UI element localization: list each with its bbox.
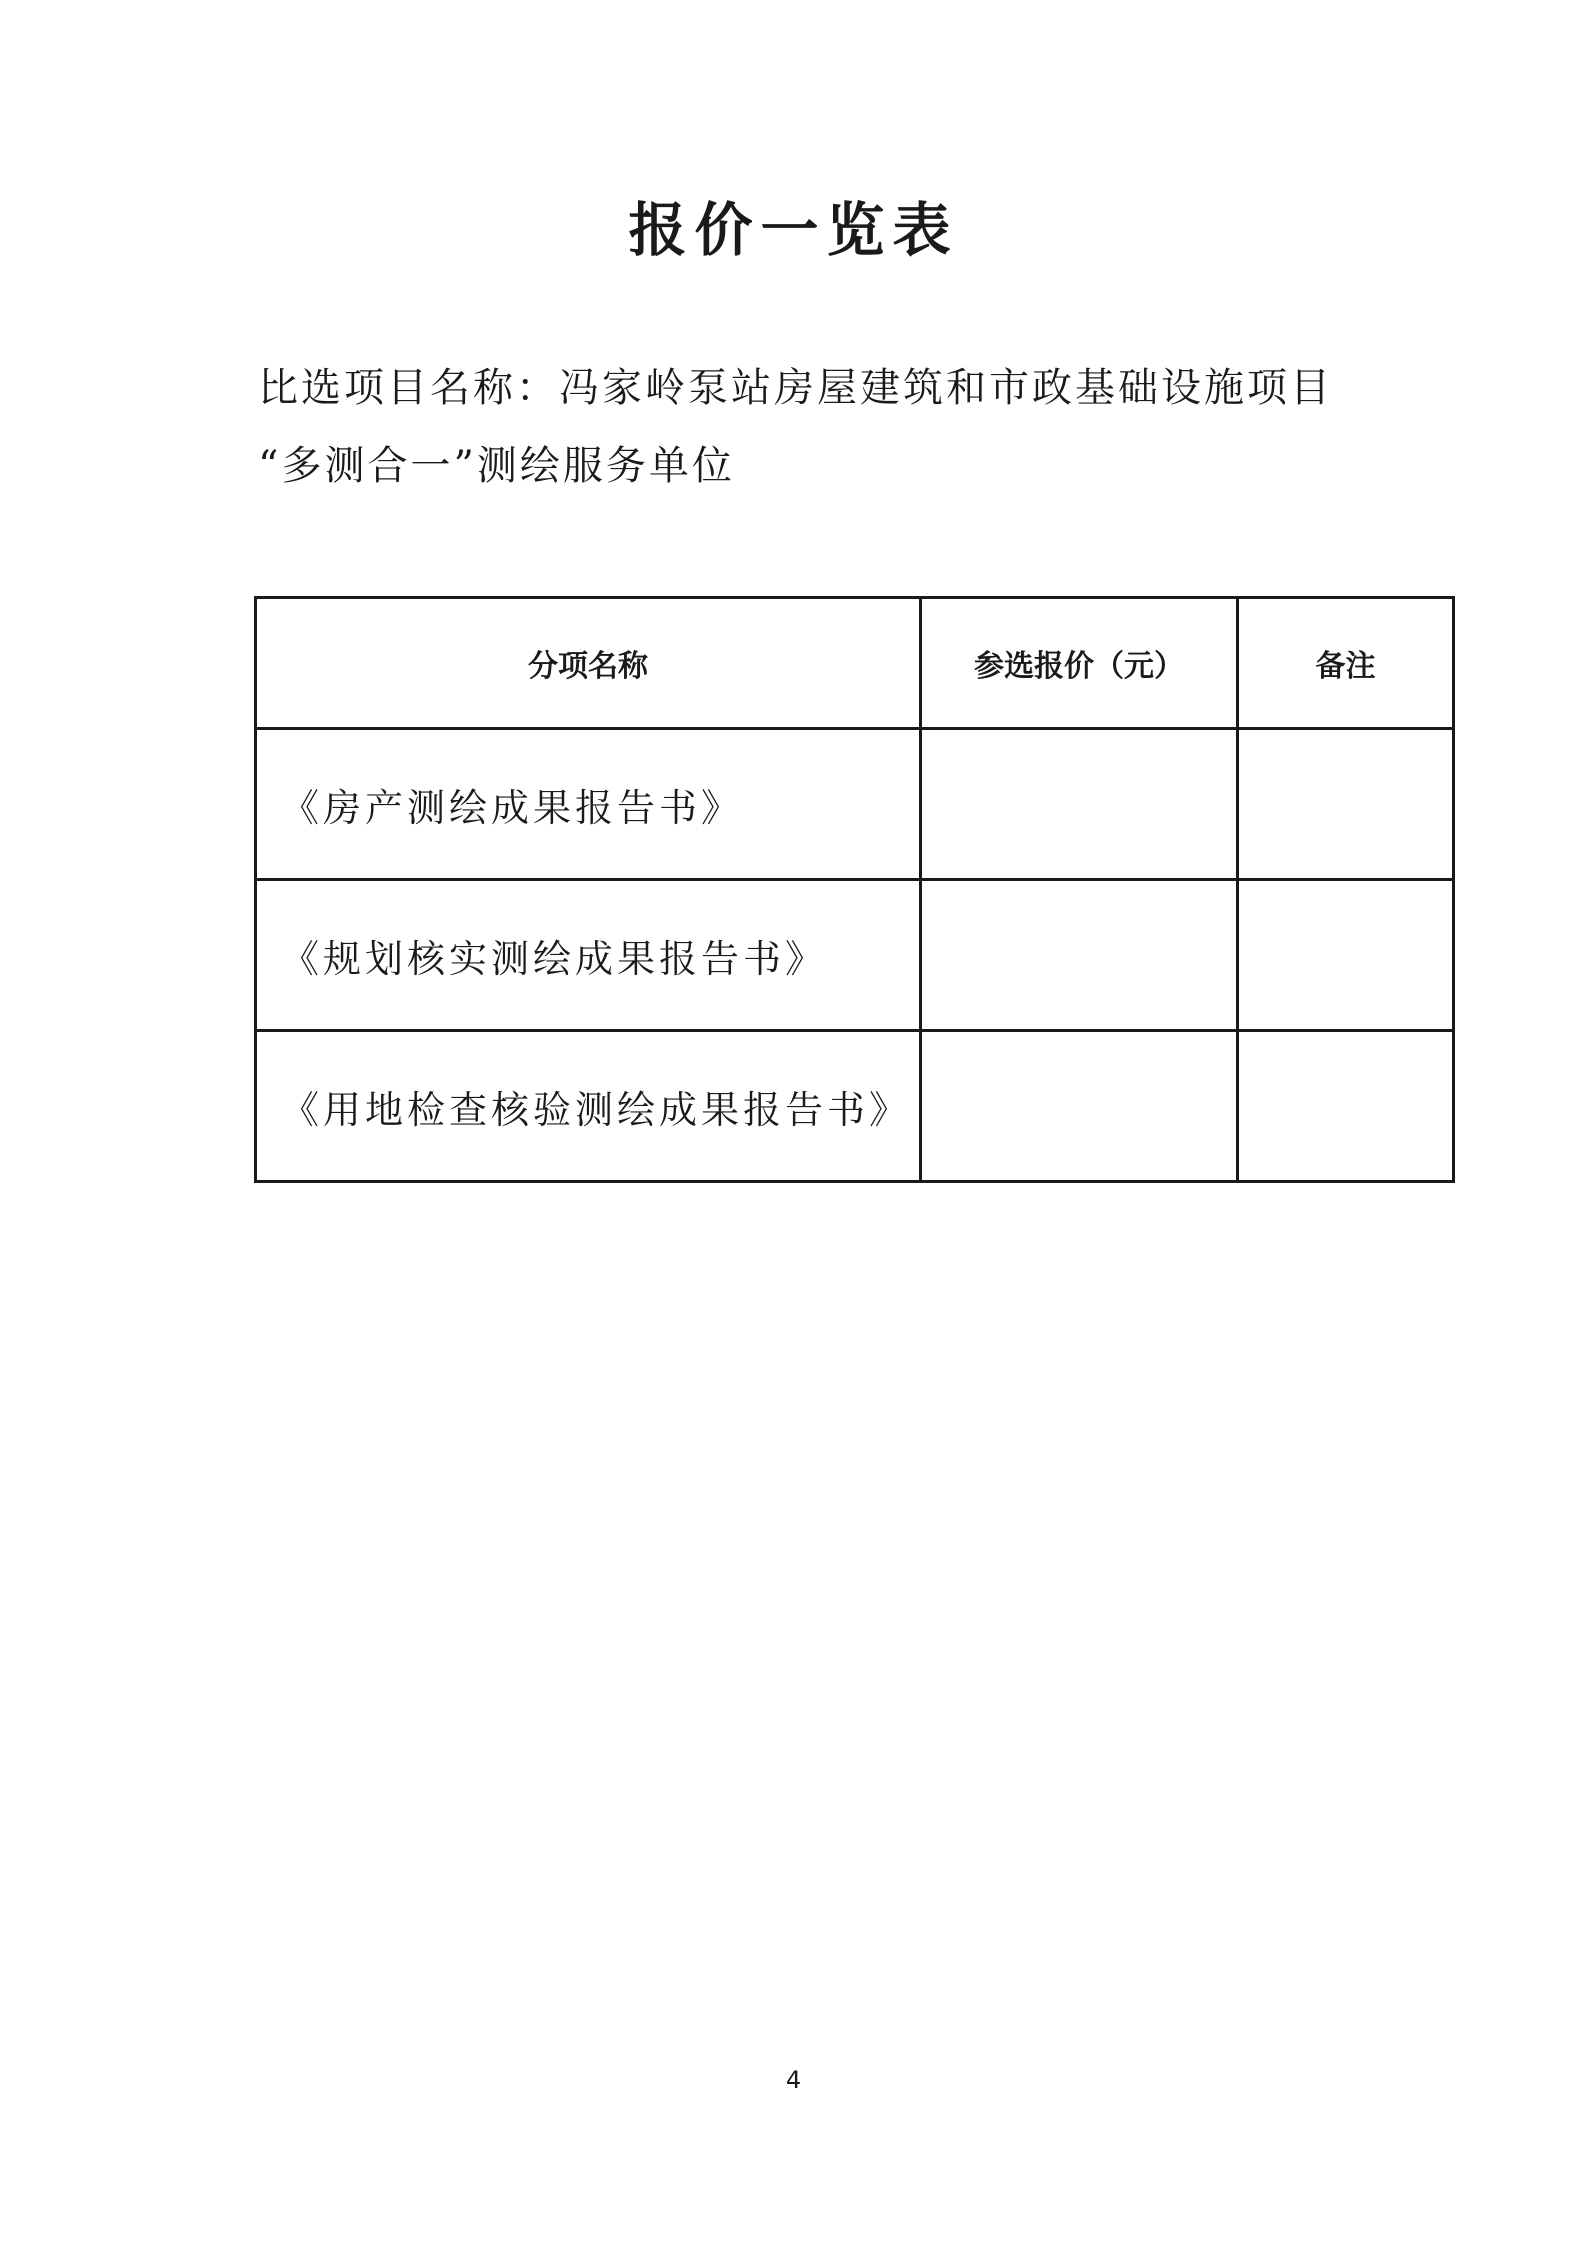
- price-cell[interactable]: [921, 880, 1238, 1031]
- item-name-cell: 《房产测绘成果报告书》: [256, 729, 921, 880]
- price-cell[interactable]: [921, 729, 1238, 880]
- header-item-name: 分项名称: [256, 598, 921, 729]
- table-header-row: [256, 598, 1454, 729]
- project-name-line: 比选项目名称：冯家岭泵站房屋建筑和市政基础设施项目: [258, 365, 1333, 411]
- page-title: 报价一览表: [628, 196, 959, 264]
- remark-cell[interactable]: [1238, 1031, 1454, 1182]
- item-name-cell: 《用地检查核验测绘成果报告书》: [256, 1031, 921, 1182]
- header-remark: 备注: [1238, 598, 1454, 729]
- item-name-cell: 《规划核实测绘成果报告书》: [256, 880, 921, 1031]
- remark-cell[interactable]: [1238, 729, 1454, 880]
- price-cell[interactable]: [921, 1031, 1238, 1182]
- quote-table: [254, 596, 1455, 1183]
- project-name-line-continued: “多测合一”测绘服务单位: [258, 443, 735, 489]
- table-row: [256, 1031, 1454, 1182]
- header-quote-price: 参选报价（元）: [921, 598, 1238, 729]
- page-number: 4: [785, 2066, 802, 2094]
- table-row: [256, 880, 1454, 1031]
- remark-cell[interactable]: [1238, 880, 1454, 1031]
- table-row: [256, 729, 1454, 880]
